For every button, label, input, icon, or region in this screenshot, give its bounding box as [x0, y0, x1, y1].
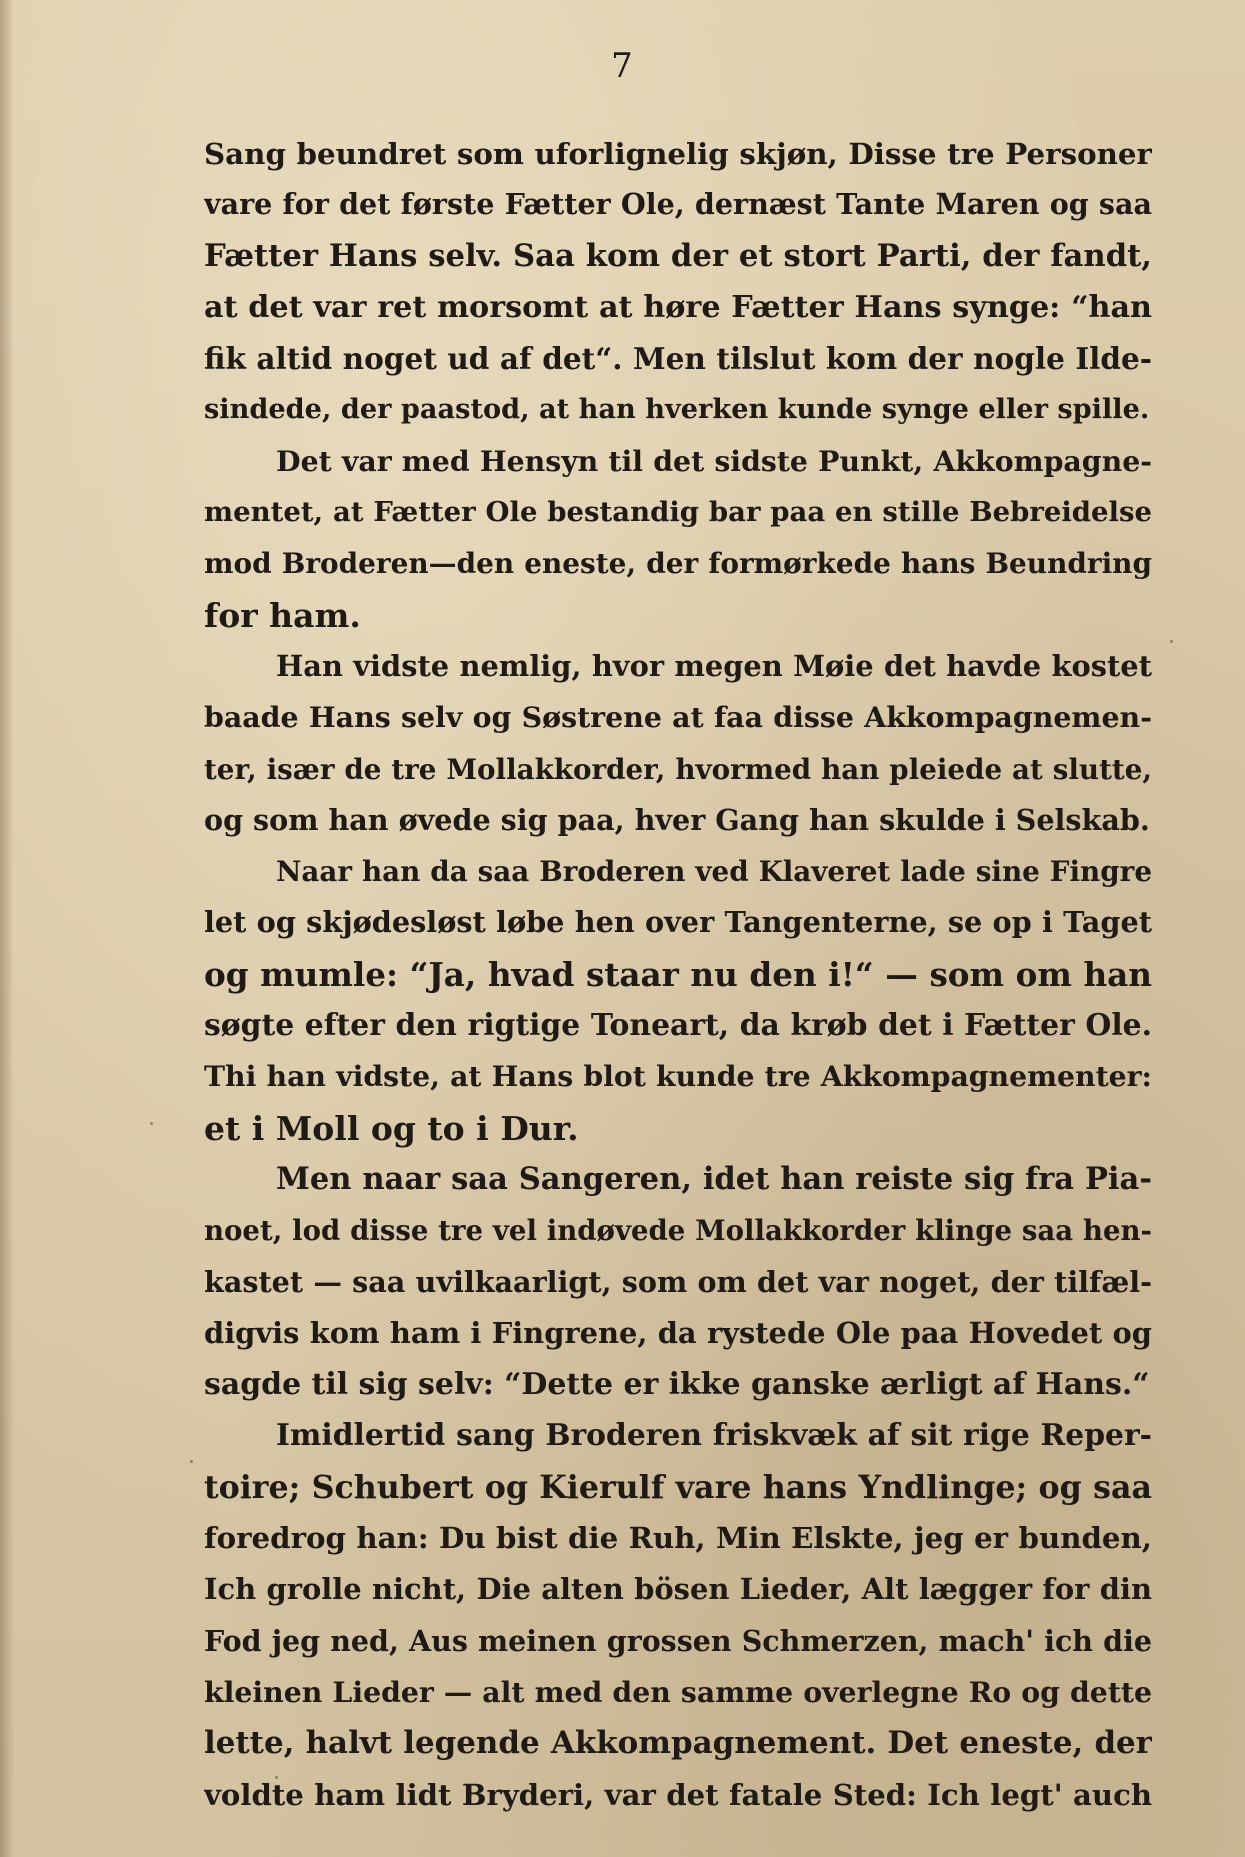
text-line: Fod jeg ned, Aus meinen grossen Schmerzen, mach' ich die [204, 1623, 1152, 1658]
binding-shadow [0, 0, 14, 1857]
text-line: Det var med Hensyn til det sidste Punkt, Akkompagne- [276, 443, 1152, 478]
page-number: 7 [611, 46, 634, 86]
text-line: Naar han da saa Broderen ved Klaveret lade sine Fingre [276, 855, 1152, 889]
text-line: ter, især de tre Mollakkorder, hvormed han pleiede at slutte, [204, 752, 1152, 786]
text-line: mentet, at Fætter Ole bestandig bar paa en stille Bebreidelse [204, 496, 1152, 529]
text-line: at det var ret morsomt at høre Fætter Hans synge: “han [204, 289, 1152, 325]
text-line: Imidlertid sang Broderen friskvæk af sit rige Reper- [276, 1418, 1152, 1454]
text-line: sindede, der paastod, at han hverken kunde synge eller spille. [204, 393, 1150, 426]
text-line: baade Hans selv og Søstrene at faa disse Akkompagnemen- [204, 700, 1152, 735]
text-line: Ich grolle nicht, Die alten bösen Lieder, Alt lægger for din [204, 1572, 1152, 1607]
text-line: Sang beundret som uforlignelig skjøn, Disse tre Personer [204, 136, 1152, 171]
text-line: vare for det første Fætter Ole, dernæst Tante Maren og saa [204, 187, 1152, 222]
text-line: Fætter Hans selv. Saa kom der et stort Parti, der fandt, [204, 237, 1152, 274]
text-line: mod Broderen—den eneste, der formørkede hans Beundring [204, 547, 1152, 581]
text-line: voldte ham lidt Bryderi, var det fatale Sted: Ich legt' auch [204, 1777, 1152, 1812]
text-line: kleinen Lieder — alt med den samme overlegne Ro og dette [204, 1674, 1152, 1709]
paper-speck [1170, 640, 1173, 643]
text-line: og som han øvede sig paa, hver Gang han skulde i Selskab. [204, 802, 1150, 837]
paper-speck [150, 1122, 153, 1125]
text-line: kastet — saa uvilkaarligt, som om det var noget, der tilfæl- [204, 1264, 1152, 1299]
text-line: foredrog han: Du bist die Ruh, Min Elskte, jeg er bunden, [204, 1521, 1152, 1556]
text-line: søgte efter den rigtige Toneart, da krøb det i Fætter Ole. [204, 1008, 1152, 1044]
text-line: et i Moll og to i Dur. [204, 1108, 579, 1148]
text-line: og mumle: “Ja, hvad staar nu den i!“ — som om han [204, 954, 1152, 994]
text-line: Men naar saa Sangeren, idet han reiste sig fra Pia- [276, 1160, 1152, 1197]
body-text [204, 128, 1152, 1821]
text-line: Han vidste nemlig, hvor megen Møie det havde kostet [276, 648, 1152, 683]
text-line: noet, lod disse tre vel indøvede Mollakkorder klinge saa hen- [204, 1214, 1152, 1248]
text-line: fik altid noget ud af det“. Men tilslut kom der nogle Ilde- [204, 341, 1152, 377]
text-line: toire; Schubert og Kierulf vare hans Yndlinge; og saa [204, 1468, 1152, 1506]
text-line: for ham. [204, 595, 361, 635]
text-line: lette, halvt legende Akkompagnement. Det eneste, der [204, 1725, 1152, 1762]
text-line: Thi han vidste, at Hans blot kunde tre Akkompagnementer: [204, 1059, 1152, 1094]
text-line: let og skjødesløst løbe hen over Tangenterne, se op i Taget [204, 905, 1152, 940]
paper-speck [190, 1460, 193, 1463]
text-line: digvis kom ham i Fingrene, da rystede Ole paa Hovedet og [204, 1315, 1152, 1350]
text-line: sagde til sig selv: “Dette er ikke ganske ærligt af Hans.“ [204, 1367, 1150, 1403]
